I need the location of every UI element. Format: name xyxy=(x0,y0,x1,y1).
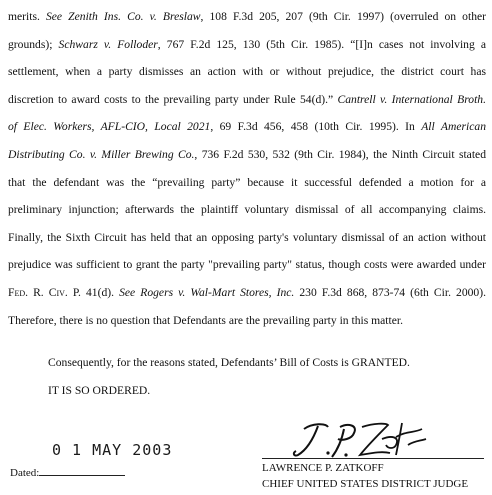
body-text: Finally, the Sixth Circuit has held that an opposing party's voluntary dismissal of an action without xyxy=(8,230,486,244)
signature-line xyxy=(262,458,484,459)
case-citation: of Elec. Workers, AFL-CIO, Local 2021 xyxy=(8,120,211,134)
body-text: settlement, when a party dismisses an action with or without prejudice, the district court has xyxy=(8,65,486,79)
judge-name: LAWRENCE P. ZATKOFF xyxy=(262,462,384,474)
judge-title: CHIEF UNITED STATES DISTRICT JUDGE xyxy=(262,478,469,490)
judge-signature-block xyxy=(262,460,468,492)
body-text: merits. xyxy=(8,10,46,23)
order-body-paragraph xyxy=(8,3,486,334)
body-line xyxy=(8,169,486,197)
body-line xyxy=(8,58,486,86)
so-ordered-line: IT IS SO ORDERED. xyxy=(48,384,151,397)
body-line xyxy=(8,31,486,59)
body-text: 41(d). xyxy=(80,285,120,299)
body-text: discretion to award costs to the prevailing party under Rule 54(d).” xyxy=(8,92,338,106)
body-line xyxy=(8,224,486,252)
body-line xyxy=(8,86,486,114)
conclusion-sentence: Consequently, for the reasons stated, Defendants’ Bill of Costs is GRANTED. xyxy=(48,356,410,369)
body-text: preliminary injunction; afterwards the plaintiff voluntary dismissal of all accompanying claims. xyxy=(8,203,486,217)
body-line xyxy=(8,141,486,169)
body-line xyxy=(8,3,486,31)
case-citation: Distributing Co. v. Miller Brewing Co. xyxy=(8,147,195,161)
body-text: Therefore, there is no question that Defendants are the prevailing party in this matter. xyxy=(8,313,404,327)
dated-field xyxy=(10,465,125,479)
body-line xyxy=(8,113,486,141)
body-text: , 736 F.2d 530, 532 (9th Cir. 1984), the Ninth Circuit stated xyxy=(194,147,486,161)
body-text: , 767 F.2d 125, 130 (5th Cir. 1985). “[I]n cases not involving a xyxy=(157,37,486,51)
date-stamp: 0 1 MAY 2003 xyxy=(52,441,173,459)
body-text: that the defendant was the “prevailing party” because it successful defended a motion for a xyxy=(8,175,486,189)
dated-label: Dated: xyxy=(10,467,40,479)
body-text: , 69 F.3d 456, 458 (10th Cir. 1995). In xyxy=(210,120,422,134)
rule-citation: Fed. R. Civ. P. xyxy=(8,285,81,299)
case-citation: Cantrell v. International Broth. xyxy=(337,92,486,106)
body-text: 230 F.3d 868, 873-74 (6th Cir. 2000). xyxy=(294,285,486,299)
case-citation: See Rogers v. Wal-Mart Stores, Inc. xyxy=(119,285,295,299)
body-line xyxy=(8,196,486,224)
dated-underline xyxy=(39,465,125,476)
body-line xyxy=(8,251,486,279)
body-text: prejudice was sufficient to grant the party "prevailing party" status, though costs were awarded under xyxy=(8,258,486,272)
body-line xyxy=(8,279,486,307)
body-text: , 108 F.3d 205, 207 (9th Cir. 1997) (overruled on other xyxy=(200,10,486,23)
body-line xyxy=(8,307,486,335)
case-citation: All American xyxy=(421,120,486,134)
case-citation: Schwarz v. Folloder xyxy=(58,37,158,51)
body-text: grounds); xyxy=(8,37,59,51)
case-citation: See Zenith Ins. Co. v. Breslaw xyxy=(45,10,201,23)
